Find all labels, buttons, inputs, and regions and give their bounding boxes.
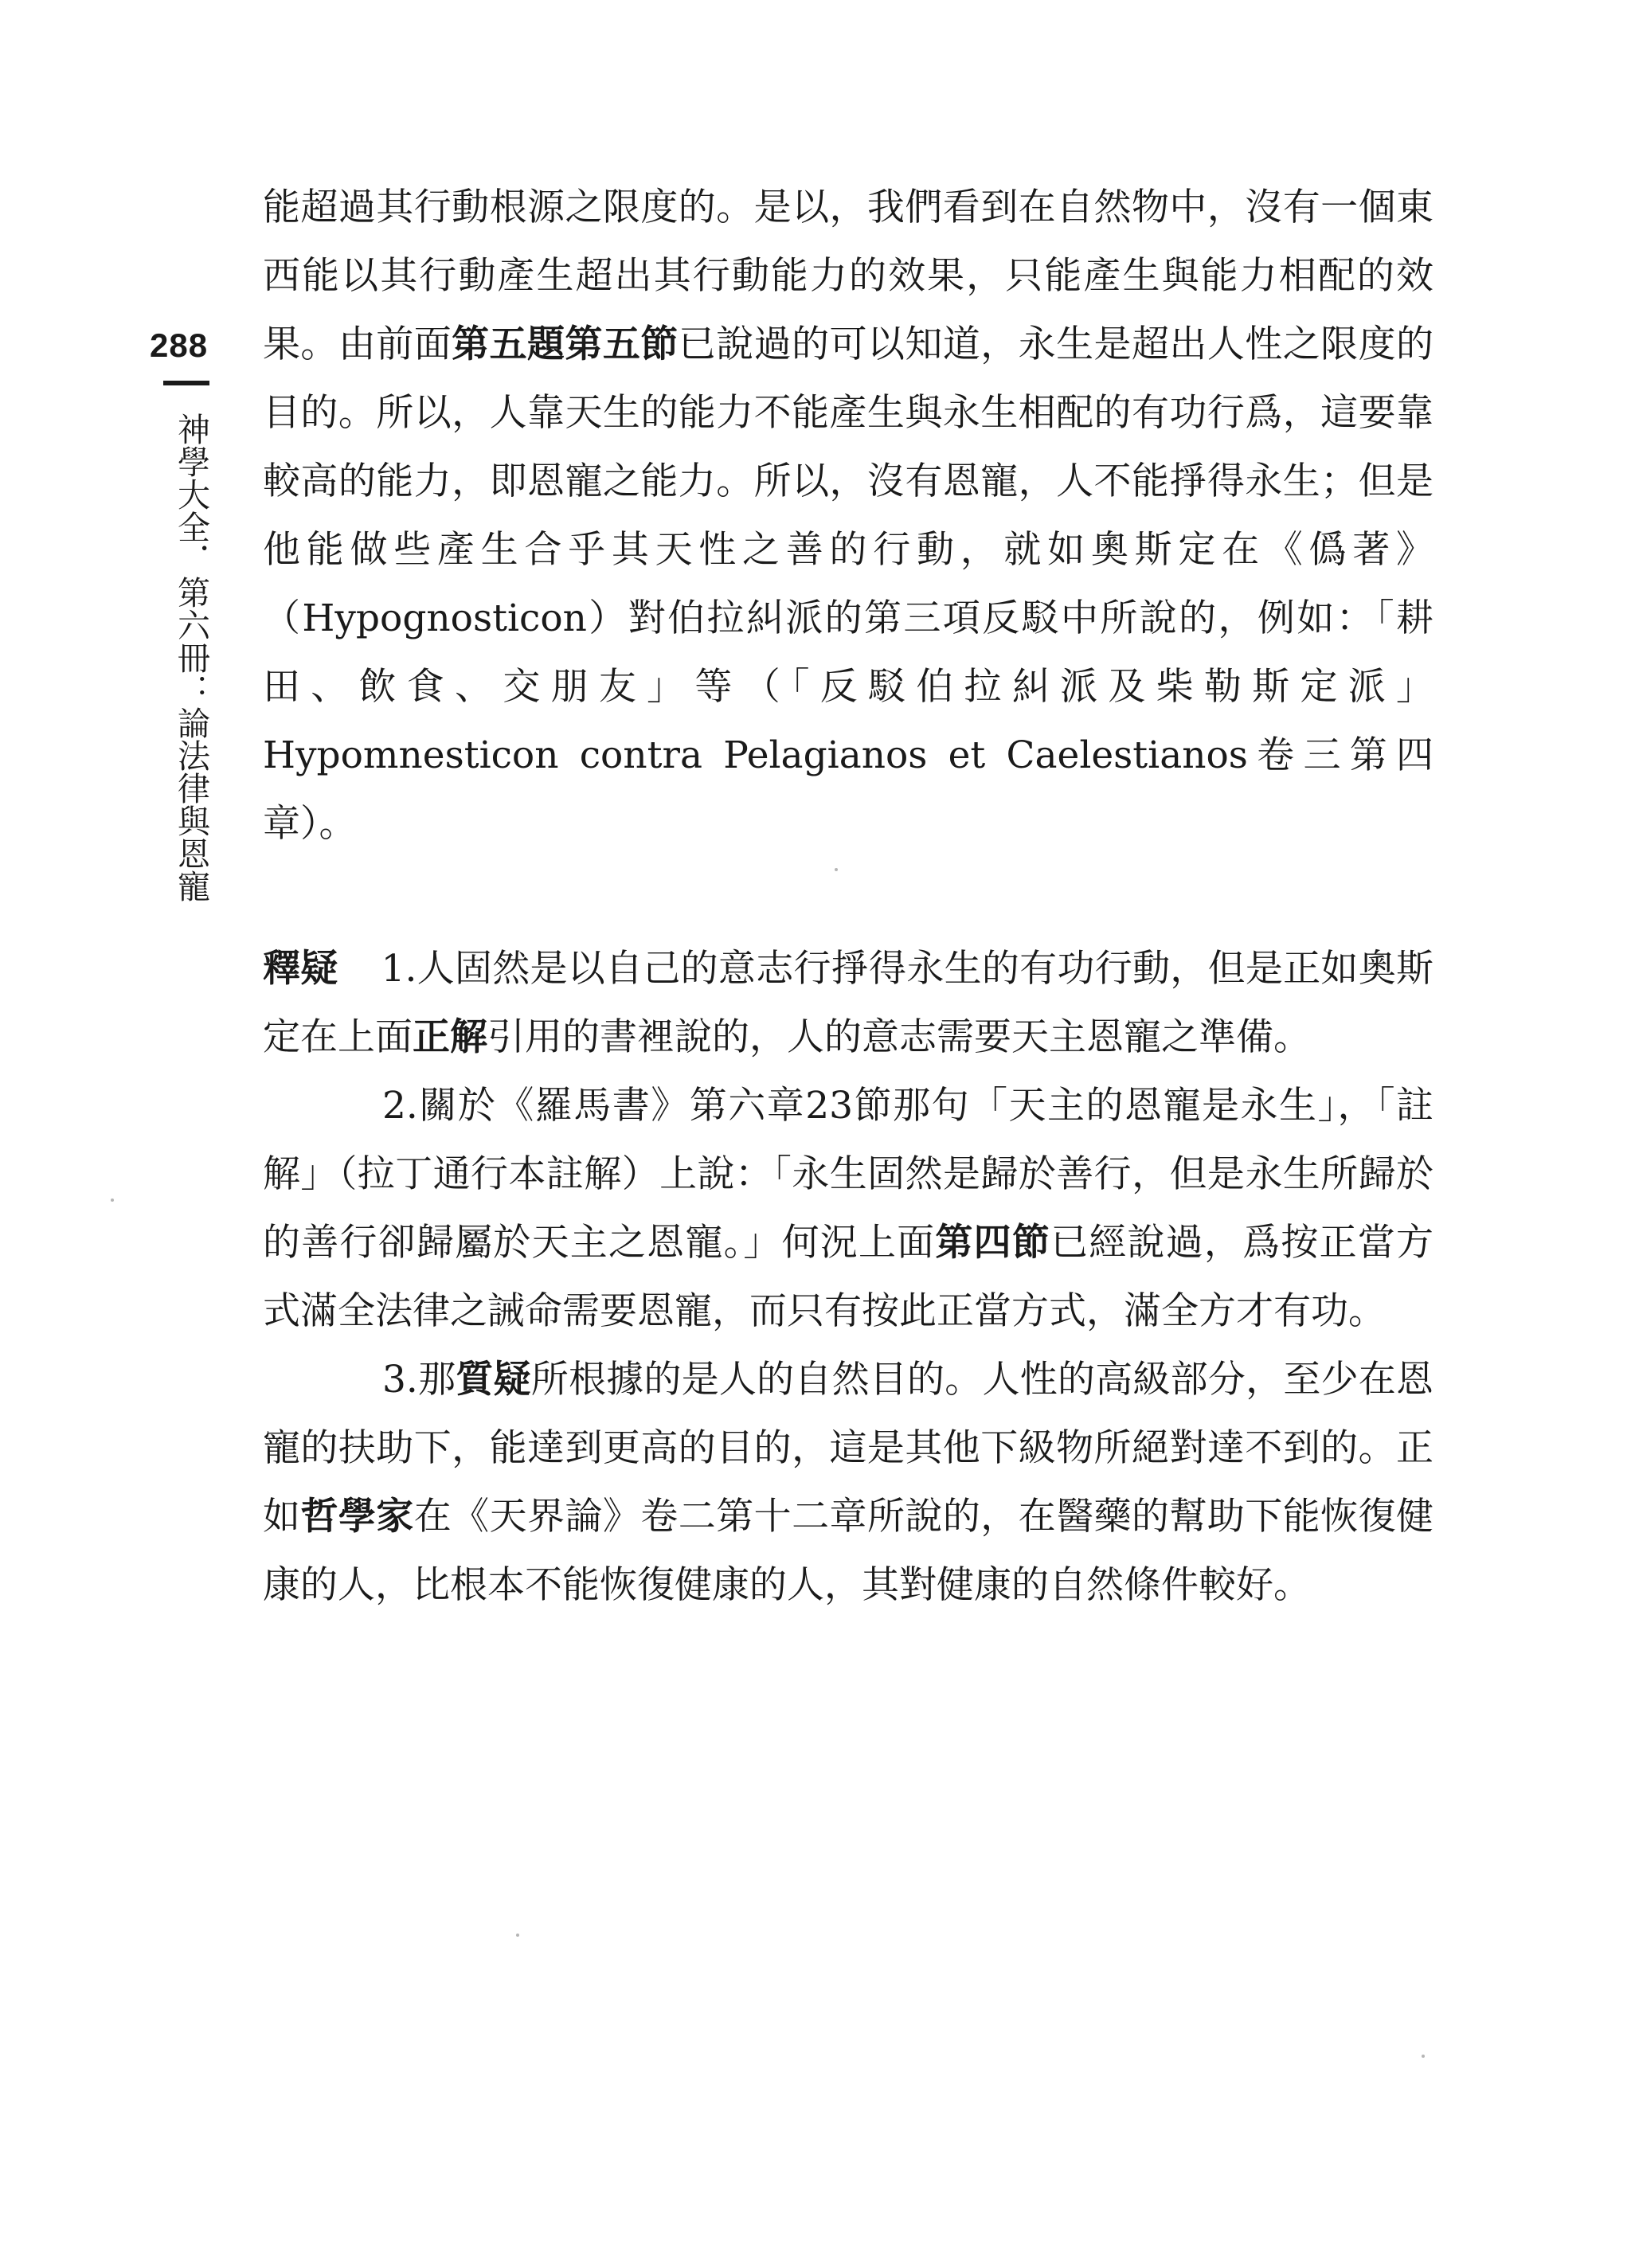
ref-corpus: 正解: [413, 1015, 487, 1059]
scan-speck: [835, 868, 838, 871]
reply-3: [263, 1346, 1433, 1620]
paragraph-main-part1: 能超過其行動根源之限度的。是以，我們看到在自然物中，沒有一個東西能以其行動產生超出其行動能力的效果，只能產生與能力相配的效果。由前面: [263, 186, 1433, 366]
body-text: [263, 174, 1433, 1620]
running-title: 神學大全．第六冊：論法律與恩寵: [172, 413, 210, 902]
scan-speck: [111, 1199, 114, 1202]
page-number: 288: [150, 327, 209, 364]
paragraph-main-part2: 已說過的可以知道，永生是超出人性之限度的目的。所以，人靠天生的能力不能產生與永生相配的有功行爲，這要靠較高的能力，即恩寵之能力。所以，沒有恩寵，人不能掙得永生；但是他能做些產生合乎其天性之善的行動，就如奧斯定在《僞著》（Hypognosticon）對伯拉糾派的第三項反駁中所說的，例如：「耕田、飲食、交朋友」等（「反駁伯拉糾派及柴勒斯定派」Hypomnesticon contra Pelagianos et Caelestianos卷三第四章）。: [263, 323, 1434, 846]
reply-3-part2: 所根據的是人的自然目的。人性的高級部分，至少在恩寵的扶助下，能達到更高的目的，這是其他下級物所絕對達不到的。正如: [263, 1358, 1434, 1539]
scan-speck: [516, 1934, 519, 1937]
ref-a4: 第四節: [935, 1221, 1051, 1265]
side-rule: [163, 381, 209, 385]
reply-2-text: 2.關於《羅馬書》第六章23節那句「天主的恩寵是永生」，「註解」（拉丁通行本註解）上說：「永生固然是歸於善行，但是永生所歸於的善行卻歸屬於天主之恩寵。」何況上面: [263, 1084, 1433, 1265]
scan-speck: [1422, 2055, 1425, 2058]
reply-label: 釋疑: [263, 947, 338, 991]
reply-2-part2: 已經說過，爲按正當方式滿全法律之誡命需要恩寵，而只有按此正當方式，滿全方才有功。: [263, 1221, 1434, 1333]
reply-1: [263, 935, 1433, 1072]
ref-q5a5: 第五題第五節: [452, 323, 679, 366]
reply-2: [263, 1072, 1433, 1346]
ref-philosopher: 哲學家: [300, 1495, 414, 1539]
reply-1-part2: 引用的書裡說的，人的意志需要天主恩寵之準備。: [487, 1015, 1311, 1059]
reply-3-part3: 在《天界論》卷二第十二章所說的，在醫藥的幫助下能恢復健康的人，比根本不能恢復健康的人，其對健康的自然條件較好。: [263, 1495, 1434, 1607]
paragraph-main: [263, 174, 1433, 858]
reply-3-part1: 3.那: [382, 1358, 456, 1402]
ref-objection: 質疑: [456, 1358, 531, 1402]
reply-1-part1: 1.人固然是以自己的意志行掙得永生的有功行動，但是正如奧斯定在上面: [263, 947, 1433, 1059]
